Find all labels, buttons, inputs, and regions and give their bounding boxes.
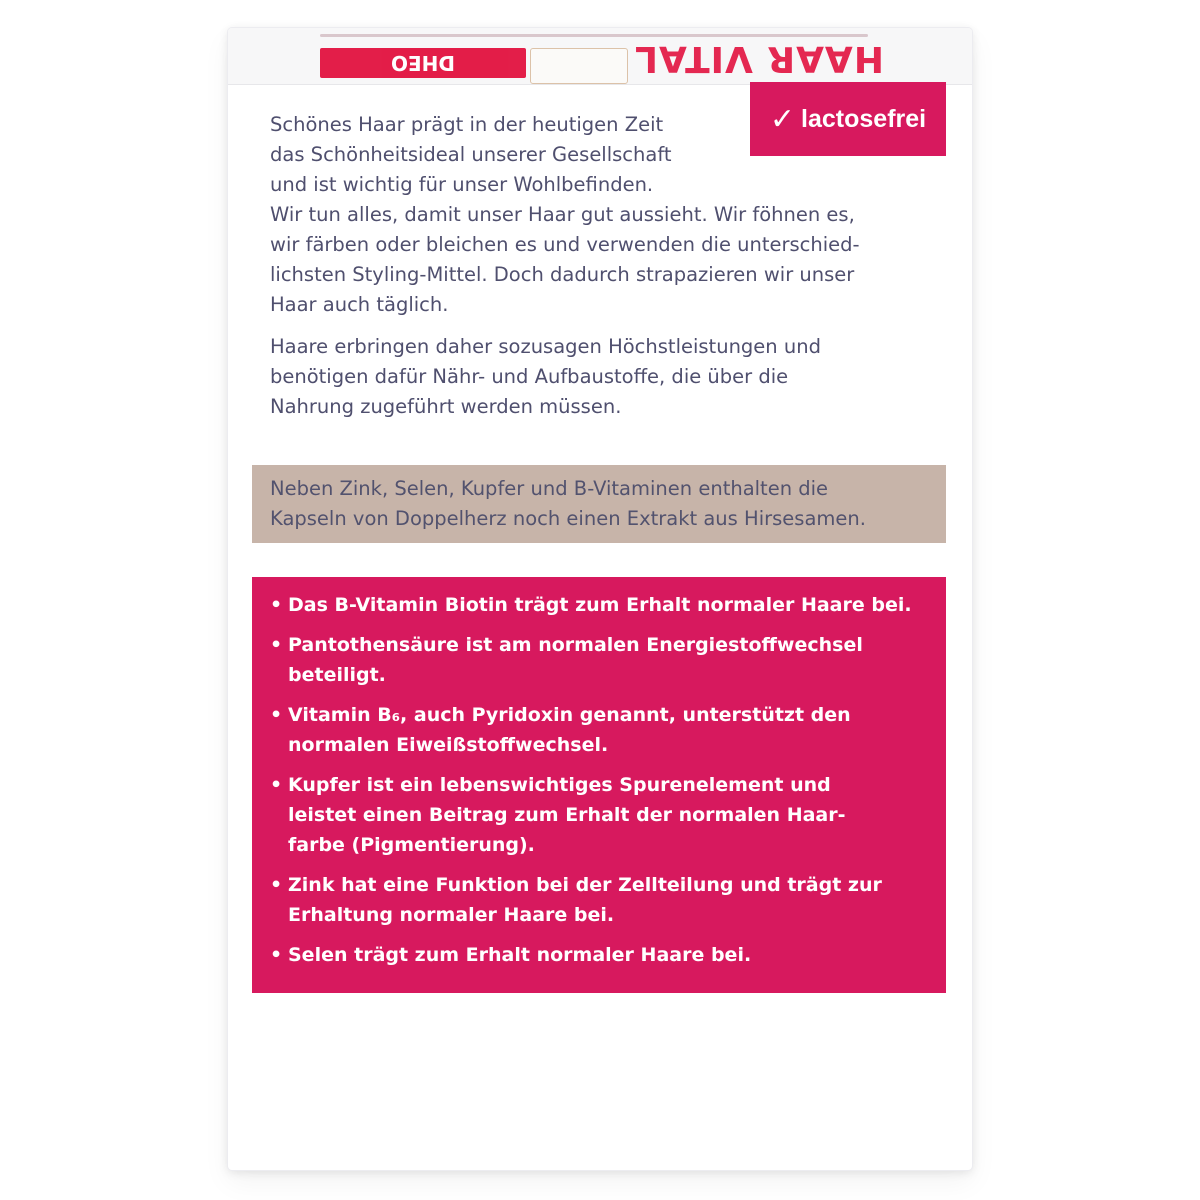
bullet-icon: • <box>270 634 283 656</box>
benefit-text: Pantothensäure ist am normalen Energiestoffwechsel beteiligt. <box>288 634 863 686</box>
box-top-flap <box>228 28 972 85</box>
bullet-icon: • <box>270 704 283 726</box>
benefit-text: Das B-Vitamin Biotin trägt zum Erhalt normaler Haare bei. <box>288 594 912 616</box>
benefit-item <box>270 770 930 860</box>
benefits-list <box>270 590 930 970</box>
check-icon: ✓ <box>769 102 796 136</box>
intro-paragraph-2: Haare erbringen daher sozusagen Höchstleistungen und benötigen dafür Nähr- und Aufbaustoffe, die über die Nahrung zugeführt werden müssen. <box>270 335 821 418</box>
flap-stripe <box>320 34 868 37</box>
bullet-icon: • <box>270 594 283 616</box>
lactose-free-label: lactosefrei <box>801 104 927 133</box>
benefit-text: Vitamin B₆, auch Pyridoxin genannt, unterstützt den normalen Eiweißstoffwechsel. <box>288 704 851 756</box>
flap-badge <box>530 48 628 84</box>
intro-text <box>270 110 950 422</box>
bullet-icon: • <box>270 874 283 896</box>
benefit-item <box>270 700 930 760</box>
bullet-icon: • <box>270 944 283 966</box>
benefit-item <box>270 630 930 690</box>
ingredients-note: Neben Zink, Selen, Kupfer und B-Vitaminen enthalten die Kapseln von Doppelherz noch einen Extrakt aus Hirsesamen. <box>252 465 946 543</box>
intro-paragraph-1: Schönes Haar prägt in der heutigen Zeit das Schönheitsideal unserer Gesellschaft und ist wichtig für unser Wohlbefinden. Wir tun alles, damit unser Haar gut aussieht. Wir föhnen es, wir färben oder bleichen es und verwenden die unterschied- lichsten Styling-Mittel. Doch dadurch strapazieren wir unser Haar auch täglich. <box>270 113 860 316</box>
bullet-icon: • <box>270 774 283 796</box>
benefit-text: Selen trägt zum Erhalt normaler Haare bei. <box>288 944 752 966</box>
benefit-item <box>270 590 930 620</box>
benefits-panel <box>252 577 946 993</box>
benefit-item <box>270 940 930 970</box>
benefit-text: Kupfer ist ein lebenswichtiges Spurenelement und leistet einen Beitrag zum Erhalt der normalen Haar- farbe (Pigmentierung). <box>288 774 846 856</box>
flap-brand-logo: DHEO <box>320 48 526 78</box>
benefit-text: Zink hat eine Funktion bei der Zellteilung und trägt zur Erhaltung normaler Haare bei. <box>288 874 882 926</box>
flap-product-name: HAAR VITAL <box>634 38 884 79</box>
product-box-back <box>228 28 972 1170</box>
benefit-item <box>270 870 930 930</box>
